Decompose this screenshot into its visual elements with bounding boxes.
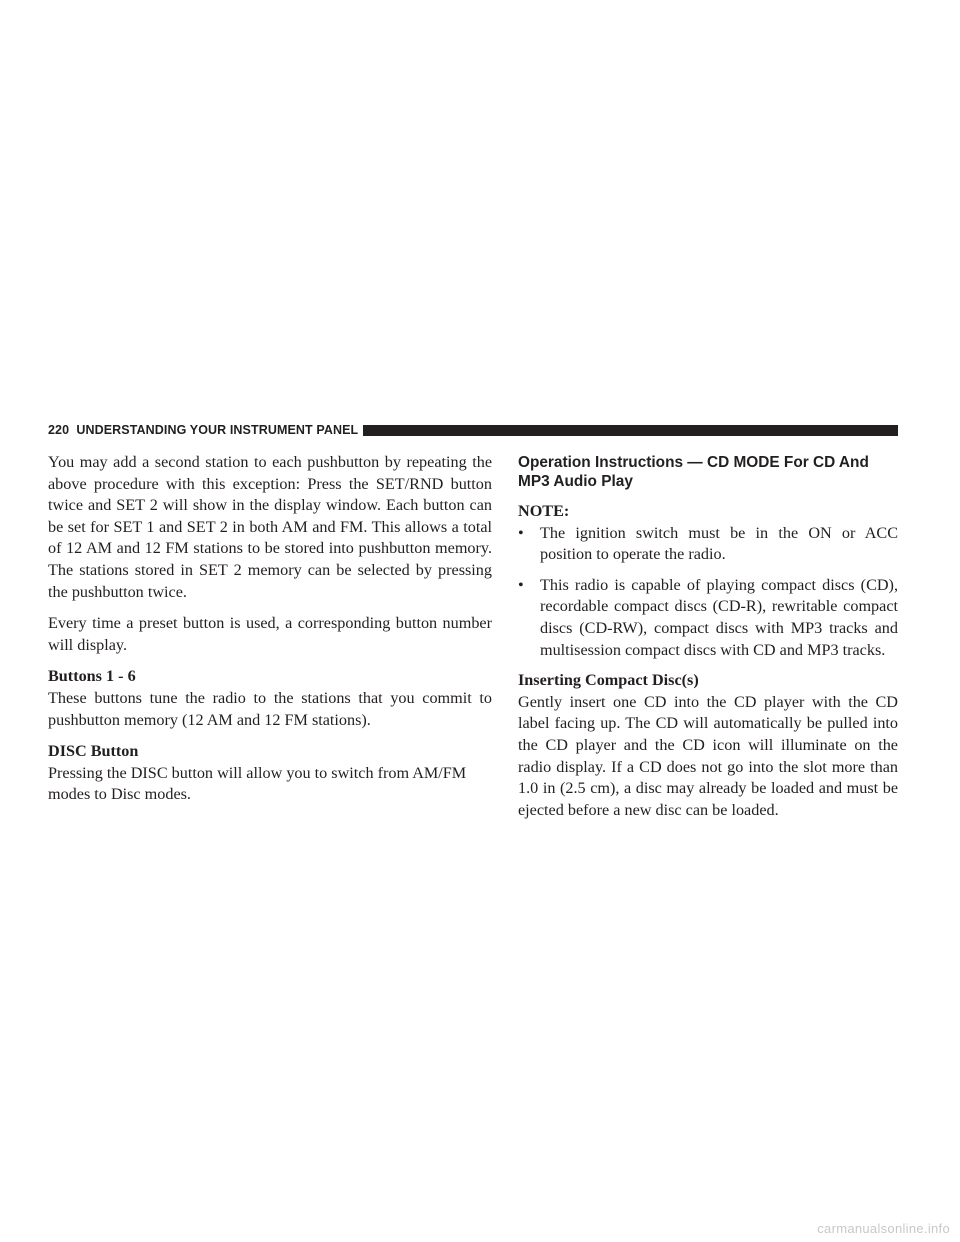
page-number: 220: [48, 423, 70, 437]
note-item-text: The ignition switch must be in the ON or ACC position to operate the radio.: [540, 523, 898, 564]
left-column: [48, 452, 492, 816]
inserting-paragraph: Gently insert one CD into the CD player with the CD label facing up. The CD will automatically be pulled into the CD player and the CD icon will illuminate on the radio display. If a CD does not go into the slot more than 1.0 in (2.5 cm), a disc may already be loaded and must be ejected before a new disc can be loaded.: [518, 692, 898, 819]
preset-set2-paragraph: You may add a second station to each pushbutton by repeating the above procedure with this exception: Press the SET/RND button twice and SET 2 will show in the display window. Each button can be set for SET 1 and SET 2 in both AM and FM. This allows a total of 12 AM and 12 FM stations to be stored into pushbutton memory. The stations stored in SET 2 memory can be selected by pressing the pushbutton twice.: [48, 453, 492, 601]
bullet-icon: •: [518, 575, 524, 594]
note-item-disc-types: [518, 575, 898, 661]
disc-button-heading: DISC Button: [48, 742, 139, 761]
note-item-text: This radio is capable of playing compact discs (CD), recordable compact discs (CD-R), rewritable compact discs (CD-RW), compact discs with MP3 tracks and multisession compact discs with CD and MP3 tracks.: [540, 575, 898, 659]
right-column: [518, 452, 898, 831]
buttons-heading: Buttons 1 - 6: [48, 667, 136, 686]
header-spacer: [69, 423, 76, 437]
cd-mode-heading: Operation Instructions — CD MODE For CD And MP3 Audio Play: [518, 454, 869, 490]
note-label: NOTE:: [518, 502, 570, 520]
preset-display-paragraph: Every time a preset button is used, a corresponding button number will display.: [48, 614, 492, 654]
note-list: [518, 523, 898, 662]
page-header: [48, 423, 898, 437]
header-rule: [363, 425, 898, 436]
inserting-heading: Inserting Compact Disc(s): [518, 671, 699, 690]
buttons-paragraph: These buttons tune the radio to the stations that you commit to pushbutton memory (12 AM and 12 FM stations).: [48, 688, 492, 729]
section-title-header: UNDERSTANDING YOUR INSTRUMENT PANEL: [76, 423, 359, 437]
disc-button-paragraph: Pressing the DISC button will allow you to switch from AM/FM modes to Disc modes.: [48, 763, 467, 804]
note-item-ignition: [518, 523, 898, 566]
bullet-icon: •: [518, 523, 524, 542]
watermark: carmanualsonline.info: [817, 1221, 950, 1236]
